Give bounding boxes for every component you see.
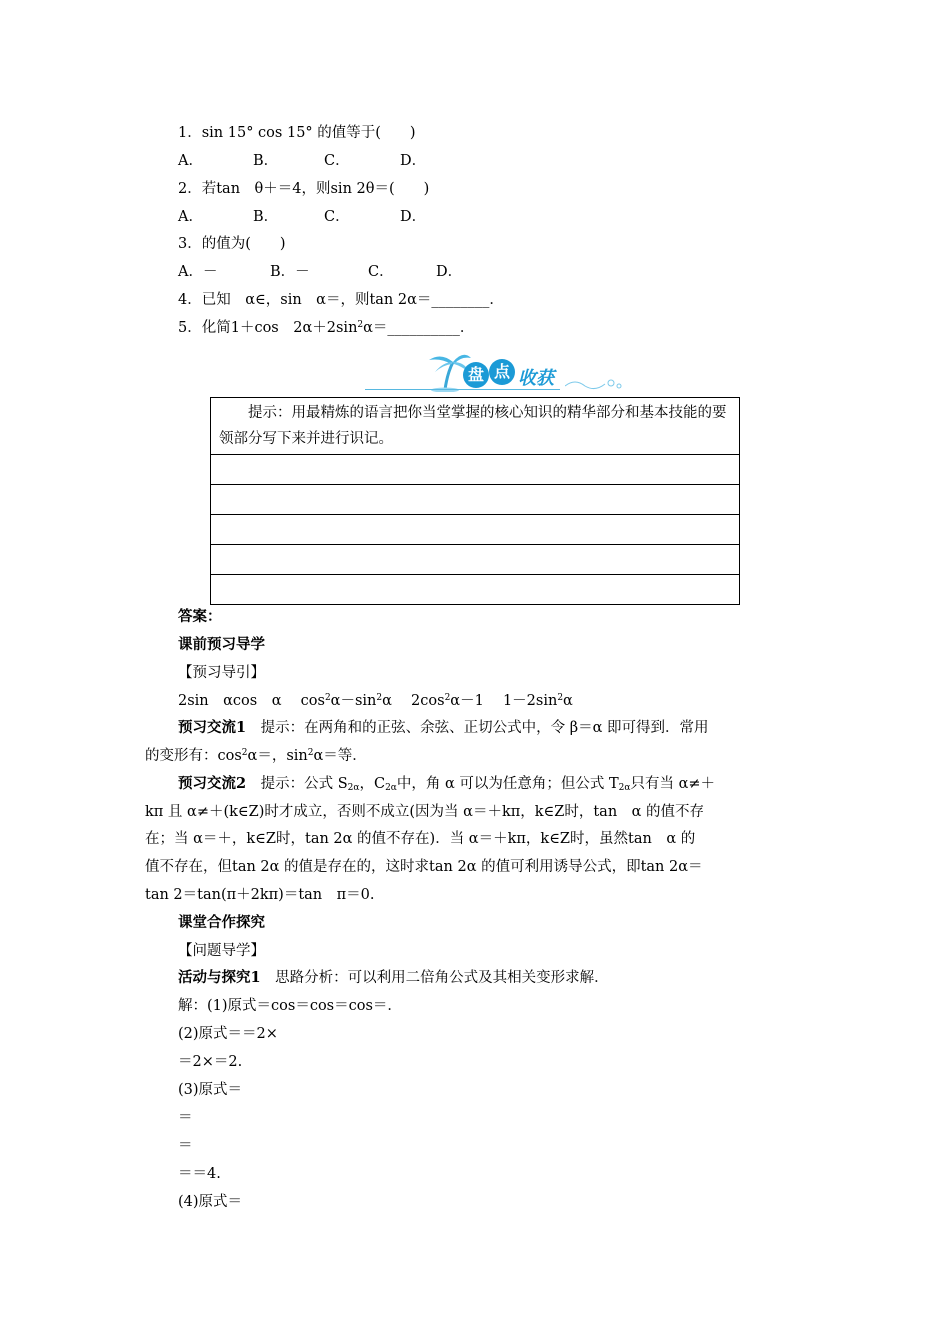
- option-a: A．－: [178, 264, 218, 280]
- double-angle-formulas: 2sin αcos α $\cos^2\alpha-\sin^2\alpha$ $2\cos^2\alpha-1$ $1-2\sin^2\alpha$: [178, 693, 573, 709]
- exchange-2-line-2: kπ 且 α≠＋(k∈Z)时才成立，否则不成立(因为当 α＝＋kπ，k∈Z时，tan α 的值不存: [145, 804, 705, 820]
- question-1-options: [178, 151, 426, 171]
- option-d: D．: [400, 153, 427, 169]
- banner-char-1: 盘: [463, 362, 489, 388]
- summary-banner: [365, 350, 625, 394]
- question-2-options: [178, 207, 426, 227]
- section-preview: 课前预习导学: [178, 636, 265, 653]
- exchange-2-line-1: 预习交流2 提示：公式 $S_{2\alpha}$，$C_{2\alpha}$中，角 α 可以为任意角；但公式 $T_{2\alpha}$只有当 α≠＋: [178, 775, 716, 793]
- option-d: D．: [400, 209, 427, 225]
- option-b: B．: [253, 153, 279, 169]
- exchange-2-line-4: 值不存在，但tan 2α 的值是存在的，这时求tan 2α 的值可利用诱导公式，即tan 2α＝: [145, 859, 703, 875]
- section-classroom: 课堂合作探究: [178, 914, 265, 931]
- solution-line: ＝: [178, 1138, 193, 1154]
- banner-title: 收获: [518, 368, 554, 389]
- option-b: B．: [253, 209, 279, 225]
- exchange-2-line-3: 在；当 α＝＋，k∈Z时，tan 2α 的值不存在)．当 α＝＋kπ，k∈Z时，虽然tan α 的: [145, 831, 696, 847]
- activity-1: 活动与探究1 思路分析：可以利用二倍角公式及其相关变形求解．: [178, 969, 609, 986]
- problem-guide-label: 【问题导学】: [178, 943, 265, 959]
- solution-line: (4)原式＝: [178, 1194, 243, 1210]
- summary-blank-row[interactable]: [211, 455, 739, 485]
- question-1: 1．sin 15° cos 15° 的值等于( ): [178, 125, 416, 141]
- bubble-decoration-icon: [565, 376, 625, 392]
- summary-table: [210, 397, 740, 605]
- question-4: 4．已知 α∈，sin α＝，则tan 2α＝________．: [178, 292, 504, 308]
- option-c: C．: [368, 264, 394, 280]
- option-a: A．: [178, 153, 203, 169]
- solution-line: ＝2×＝2.: [178, 1054, 243, 1070]
- option-a: A．: [178, 209, 203, 225]
- exchange-2-line-5: tan 2＝tan(π＋2kπ)＝tan π＝0.: [145, 887, 375, 903]
- solution-line: (2)原式＝＝2×: [178, 1026, 278, 1042]
- summary-blank-row[interactable]: [211, 575, 739, 604]
- banner-char-2: 点: [489, 359, 515, 385]
- summary-hint: 提示：用最精炼的语言把你当堂掌握的核心知识的精华部分和基本技能的要领部分写下来并进行识记。: [211, 398, 739, 455]
- summary-blank-row[interactable]: [211, 545, 739, 575]
- solution-line: (3)原式＝: [178, 1082, 243, 1098]
- question-5: 5．化简1＋cos $2\alpha+2\sin^2\alpha=\_\_\_\_\_\_\_\_\_\_$．: [178, 320, 475, 336]
- option-d: D．: [436, 264, 463, 280]
- summary-blank-row[interactable]: [211, 485, 739, 515]
- answers-heading: 答案：: [178, 608, 222, 625]
- solution-line: ＝＝4.: [178, 1166, 221, 1182]
- solution-line: 解：(1)原式＝cos＝cos＝cos＝．: [178, 998, 402, 1014]
- exchange-1-line-1: 预习交流1 提示：在两角和的正弦、余弦、正切公式中，令 β＝α 即可得到．常用: [178, 719, 709, 736]
- solution-line: ＝: [178, 1110, 193, 1126]
- option-c: C．: [324, 153, 350, 169]
- question-3: 3．的值为( ): [178, 236, 286, 252]
- question-2: 2．若tan θ＋＝4，则sin 2θ＝( ): [178, 181, 430, 197]
- option-c: C．: [324, 209, 350, 225]
- summary-blank-row[interactable]: [211, 515, 739, 545]
- exchange-1-line-2: 的变形有：$\cos^2\alpha=$，$\sin^2\alpha=$等．: [145, 748, 367, 764]
- option-b: B．－: [270, 264, 310, 280]
- preview-guide-label: 【预习导引】: [178, 665, 265, 681]
- question-3-options: [178, 262, 462, 282]
